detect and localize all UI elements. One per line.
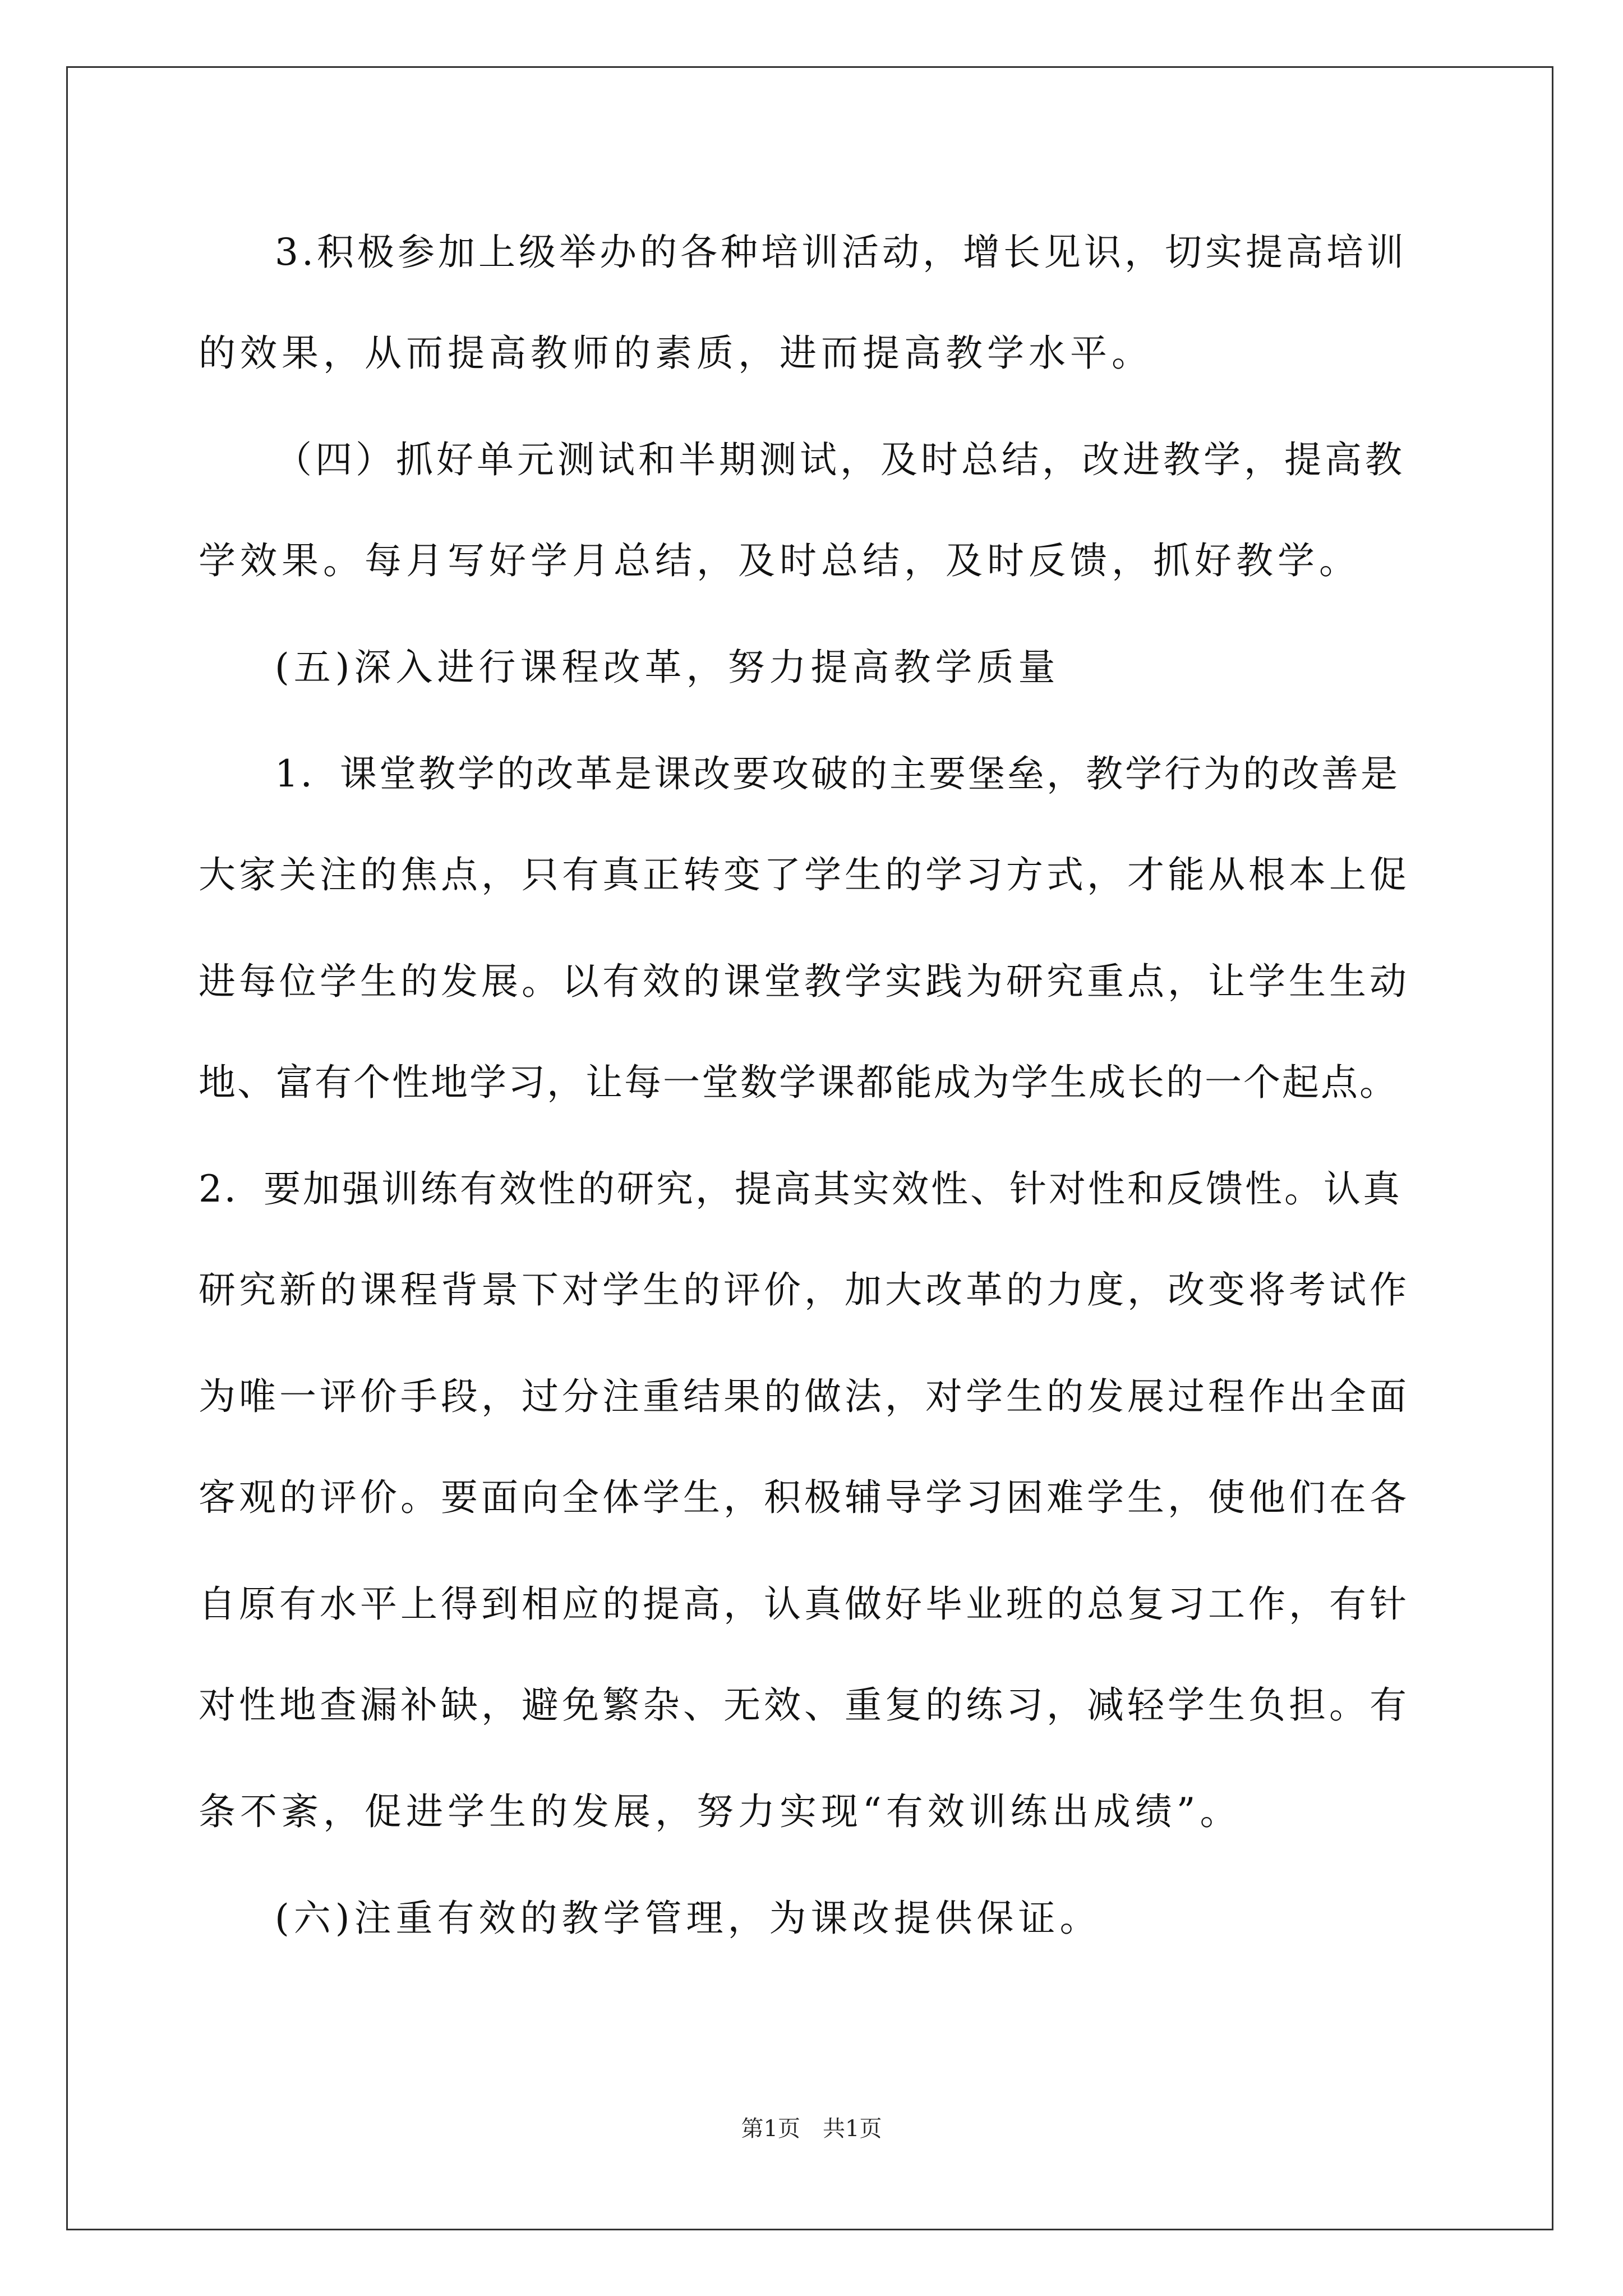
- paragraph-line-16: 条不紊，促进学生的发展，努力实现“有效训练出成绩”。: [199, 1790, 1242, 1833]
- paragraph-line-3: （四）抓好单元测试和半期测试，及时总结，改进教学，提高教: [275, 438, 1405, 481]
- paragraph-line-4: 学效果。每月写好学月总结，及时总结，及时反馈，抓好教学。: [199, 539, 1361, 582]
- section-heading-17: (六)注重有效的教学管理，为课改提供保证。: [275, 1897, 1101, 1940]
- paragraph-line-15: 对性地查漏补缺，避免繁杂、无效、重复的练习，减轻学生负担。有: [199, 1683, 1410, 1727]
- paragraph-line-7: 大家关注的焦点，只有真正转变了学生的学习方式，才能从根本上促: [199, 853, 1410, 896]
- paragraph-line-14: 自原有水平上得到相应的提高，认真做好毕业班的总复习工作，有针: [199, 1582, 1410, 1626]
- paragraph-line-9: 地、富有个性地学习，让每一堂数学课都能成为学生成长的一个起点。: [199, 1061, 1398, 1104]
- page-number-footer: 第1页 共1页: [741, 2116, 882, 2142]
- paragraph-line-13: 客观的评价。要面向全体学生，积极辅导学习困难学生，使他们在各: [199, 1476, 1410, 1519]
- paragraph-line-12: 为唯一评价手段，过分注重结果的做法，对学生的发展过程作出全面: [199, 1375, 1410, 1418]
- paragraph-line-11: 研究新的课程背景下对学生的评价，加大改革的力度，改变将考试作: [199, 1268, 1410, 1312]
- paragraph-line-1: 3.积极参加上级举办的各种培训活动，增长见识，切实提高培训: [275, 231, 1407, 274]
- paragraph-line-10: 2．要加强训练有效性的研究，提高其实效性、针对性和反馈性。认真: [199, 1167, 1402, 1211]
- paragraph-line-6: 1．课堂教学的改革是课改要攻破的主要堡垒，教学行为的改善是: [275, 752, 1400, 795]
- paragraph-line-8: 进每位学生的发展。以有效的课堂教学实践为研究重点，让学生生动: [199, 960, 1410, 1003]
- paragraph-line-2: 的效果，从而提高教师的素质，进而提高教学水平。: [199, 332, 1153, 375]
- section-heading-5: (五)深入进行课程改革，努力提高教学质量: [275, 646, 1060, 689]
